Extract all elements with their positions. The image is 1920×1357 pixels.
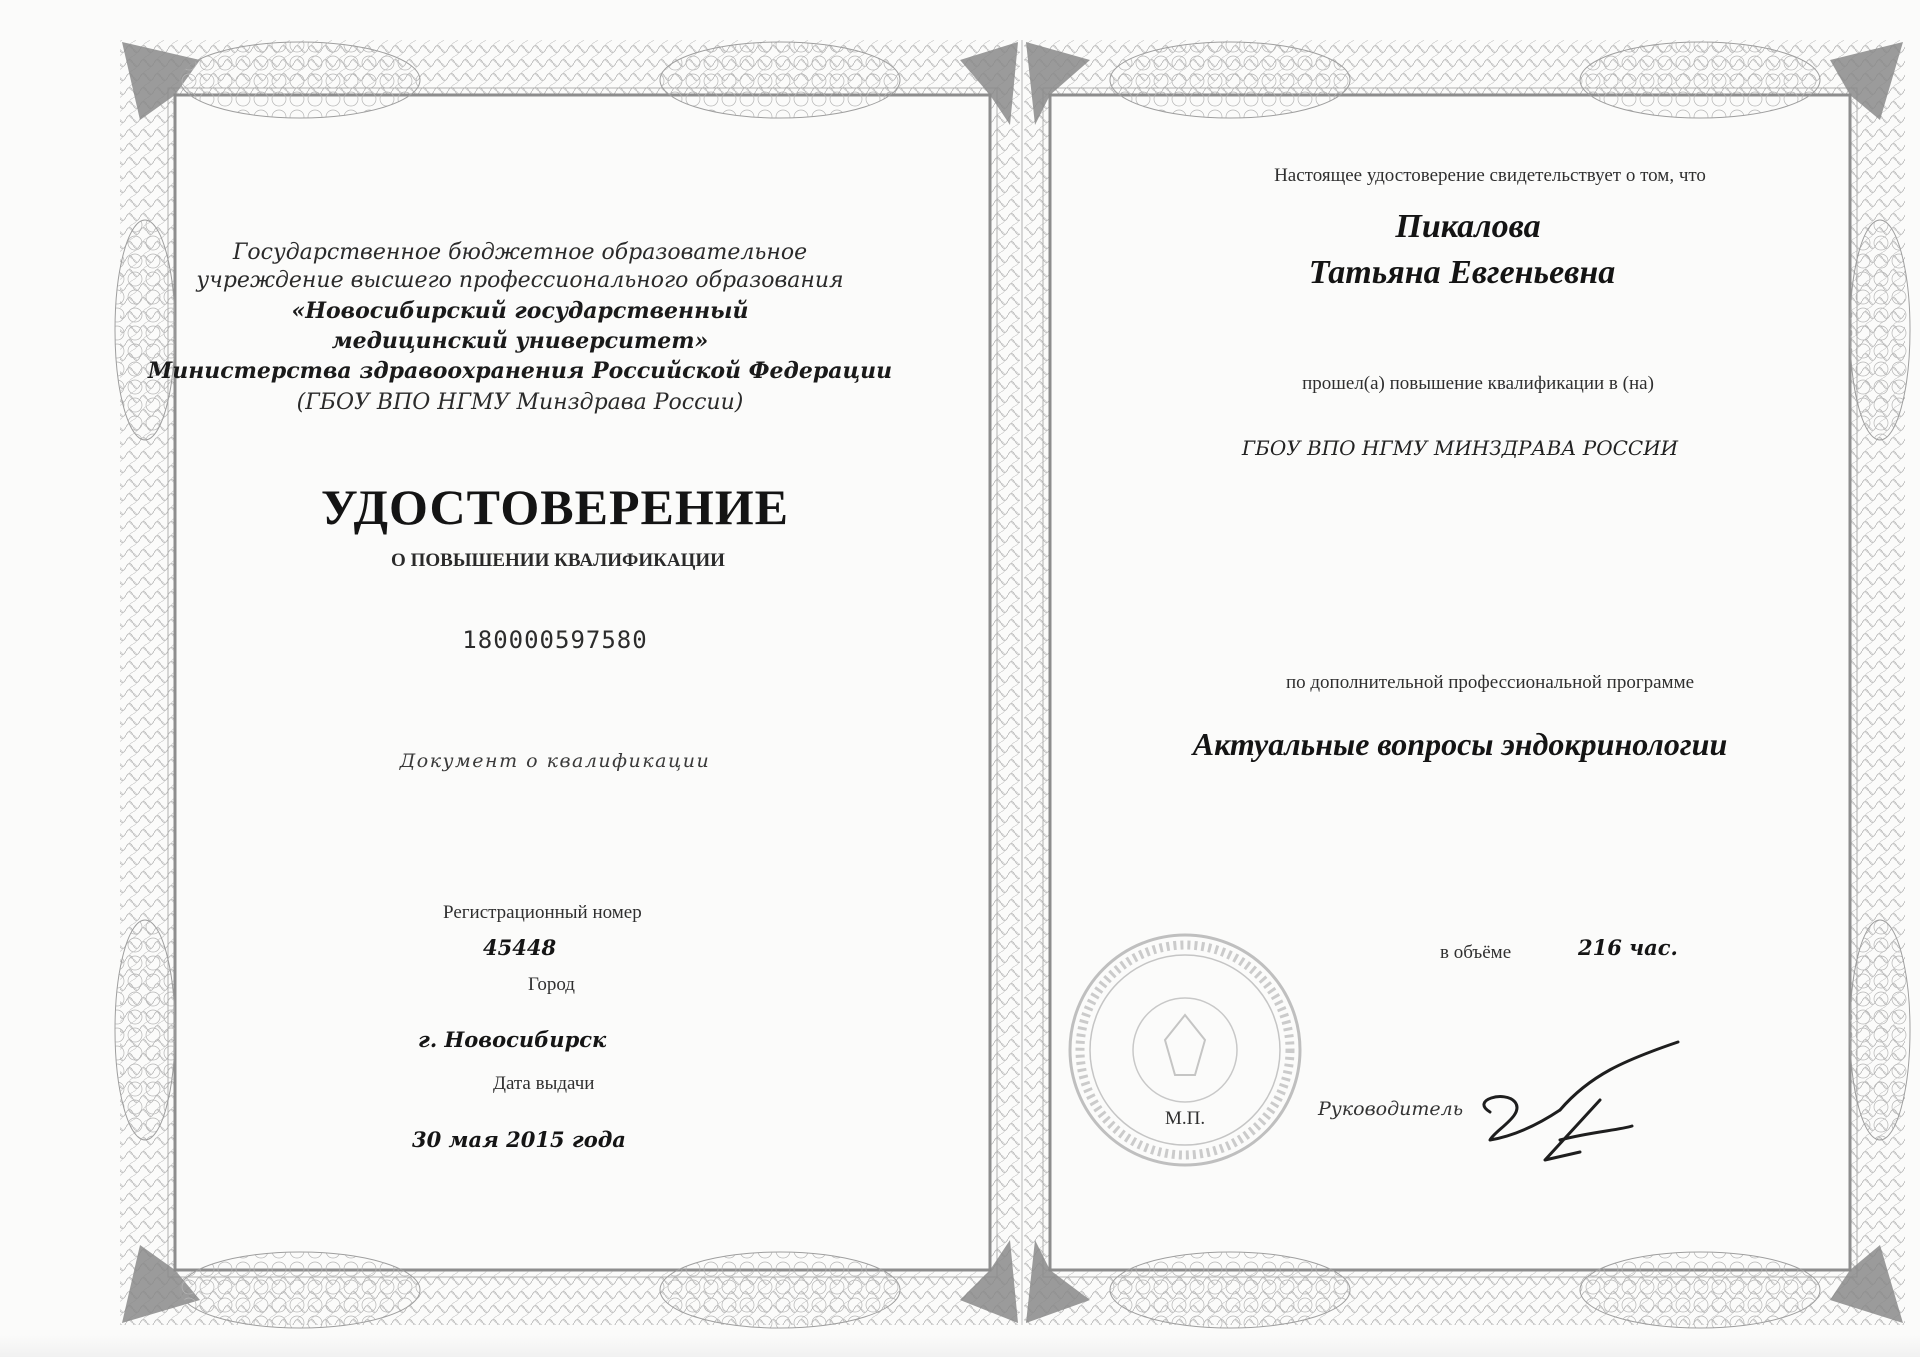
certifies-text: Настоящее удостоверение свидетельствует о том, что [1274, 165, 1706, 186]
organization-name: ГБОУ ВПО НГМУ МИНЗДРАВА РОССИИ [1241, 436, 1679, 460]
signature [1484, 1042, 1678, 1160]
program-label: по дополнительной профессиональной программе [1285, 672, 1695, 693]
issue-date: 30 мая 2015 года [412, 1127, 626, 1152]
official-seal [1070, 935, 1300, 1165]
serial-number: 180000597580 [462, 626, 648, 654]
volume-value: 216 час. [1578, 935, 1678, 960]
registration-label: Регистрационный номер [443, 902, 642, 923]
institution-line-2: учреждение высшего профессионального образования [196, 268, 844, 293]
seal-label: М.П. [1165, 1108, 1206, 1129]
document-subtitle: О ПОВЫШЕНИИ КВАЛИФИКАЦИИ [391, 550, 725, 571]
center-fold [1021, 40, 1023, 1325]
city-label: Город [528, 974, 575, 995]
holder-given-names: Татьяна Евгеньевна [1308, 254, 1616, 291]
institution-line-3: «Новосибирский государственный [291, 298, 749, 324]
institution-line-5: Министерства здравоохранения Российской Федерации [147, 358, 893, 384]
institution-line-4: медицинский университет» [331, 328, 709, 354]
volume-label: в объёме [1440, 942, 1512, 963]
institution-line-6: (ГБОУ ВПО НГМУ Минздрава России) [296, 390, 744, 415]
holder-surname: Пикалова [1395, 208, 1541, 245]
head-label: Руководитель [1318, 1098, 1464, 1120]
scan-edge [0, 1335, 1920, 1357]
document-title: УДОСТОВЕРЕНИЕ [321, 479, 789, 535]
registration-number: 45448 [483, 935, 557, 960]
document-kind: Документ о квалификации [399, 750, 711, 772]
program-name: Актуальные вопросы эндокринологии [1192, 726, 1728, 762]
institution-line-1: Государственное бюджетное образовательное [232, 240, 808, 265]
issue-date-label: Дата выдачи [493, 1073, 595, 1094]
city-value: г. Новосибирск [418, 1027, 607, 1052]
completed-text: прошел(а) повышение квалификации в (на) [1302, 373, 1654, 394]
